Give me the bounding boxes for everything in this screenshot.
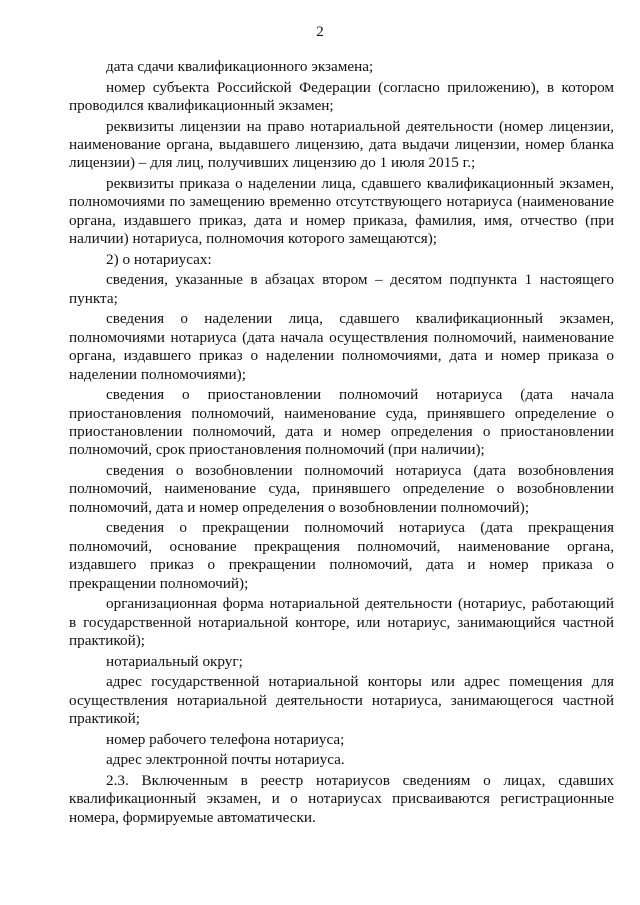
paragraph: нотариальный округ; <box>106 652 243 670</box>
paragraph: номер субъекта Российской Федерации (согласно приложению), в котором проводился квалификационный экзамен; <box>69 78 614 114</box>
paragraph: сведения о прекращении полномочий нотариуса (дата прекращения полномочий, основание прекращения полномочий, наименование органа, издавшего приказ о прекращении полномочий, дата и номер приказа о прекращении полномочий); <box>69 519 614 592</box>
paragraph: реквизиты лицензии на право нотариальной деятельности (номер лицензии, наименование органа, выдавшего лицензию, дата выдачи лицензии, номер бланка лицензии) – для лиц, получивших лицензию до 1 июля 2015 г.; <box>69 117 614 172</box>
paragraph: сведения о наделении лица, сдавшего квалификационный экзамен, полномочиями нотариуса (дата начала осуществления полномочий, наименование органа, издавшего приказ о наделении полномочиями, дата и номер приказа о наделении полномочиями); <box>69 310 614 383</box>
paragraph: реквизиты приказа о наделении лица, сдавшего квалификационный экзамен, полномочиями по замещению временно отсутствующего нотариуса (наименование органа, издавшего приказ, дата и номер приказа, фамилия, имя, отчество (при наличии) нотариуса, полномочия которого замещаются); <box>69 175 614 248</box>
document-body <box>69 58 614 829</box>
paragraph: сведения о приостановлении полномочий нотариуса (дата начала приостановления полномочий, наименование суда, принявшего определение о приостановлении полномочий, дата и номер определения о приостановлении полномочий, срок приостановления полномочий (при наличии); <box>69 386 614 459</box>
paragraph: номер рабочего телефона нотариуса; <box>106 730 345 748</box>
paragraph: дата сдачи квалификационного экзамена; <box>106 58 374 75</box>
page-number: 2 <box>316 24 324 40</box>
paragraph: 2) о нотариусах: <box>106 250 212 268</box>
paragraph: адрес электронной почты нотариуса. <box>106 751 345 769</box>
paragraph: организационная форма нотариальной деятельности (нотариус, работающий в государственной нотариальной конторе, или нотариус, занимающийся частной практикой); <box>69 595 614 650</box>
paragraph: 2.3. Включенным в реестр нотариусов сведениям о лицах, сдавших квалификационный экзамен, и о нотариусах присваиваются регистрационные номера, формируемые автоматически. <box>69 771 614 826</box>
paragraph: адрес государственной нотариальной конторы или адрес помещения для осуществления нотариальной деятельности нотариуса, занимающегося частной практикой; <box>69 673 614 728</box>
paragraph: сведения, указанные в абзацах втором – десятом подпункта 1 настоящего пункта; <box>69 271 614 307</box>
paragraph: сведения о возобновлении полномочий нотариуса (дата возобновления полномочий, наименование суда, принявшего определение о возобновлении полномочий, дата и номер определения о возобновлении полномочий); <box>69 462 614 516</box>
